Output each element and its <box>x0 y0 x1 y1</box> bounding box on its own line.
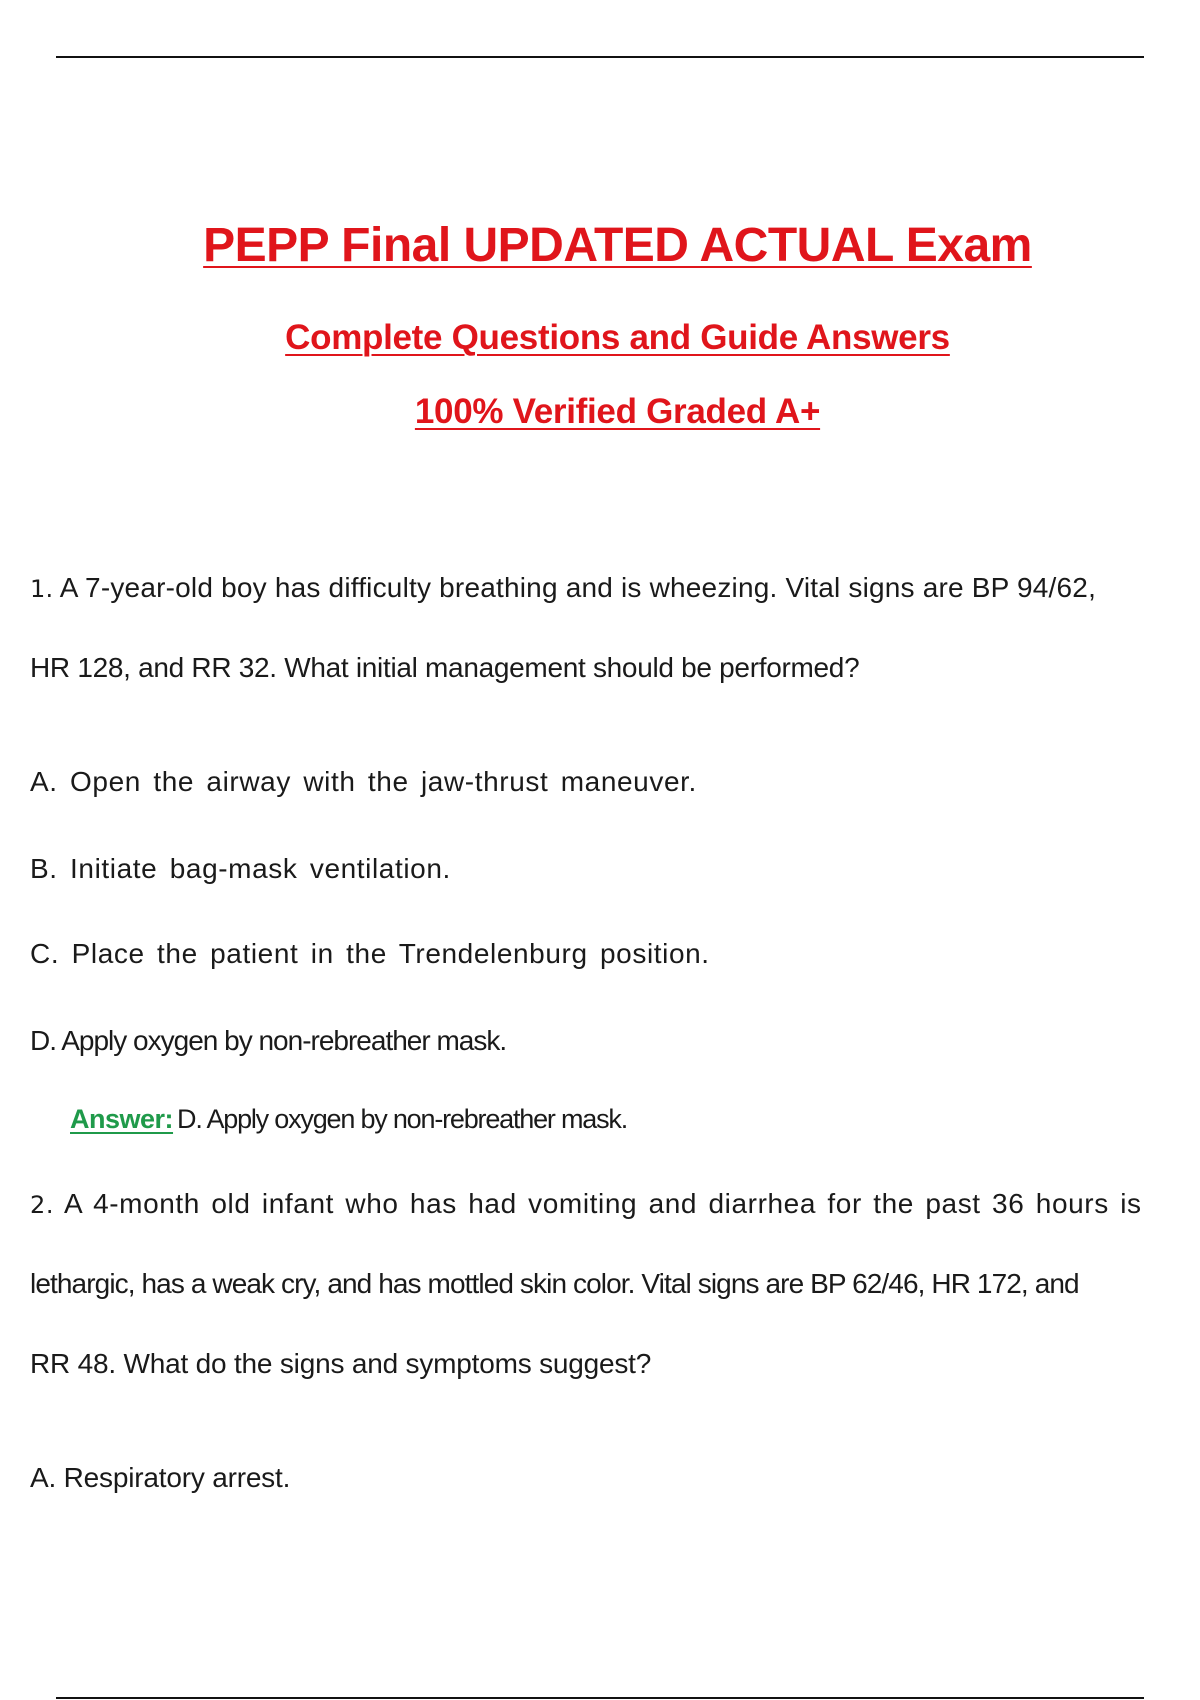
option-text: Initiate bag-mask ventilation. <box>70 853 451 884</box>
option-text: Respiratory arrest. <box>63 1462 291 1493</box>
question-2-text-1: A 4-month old infant who has had vomiting and diarrhea for the past 36 hours is <box>63 1188 1142 1219</box>
bottom-rule <box>56 1697 1144 1699</box>
question-1-answer <box>70 1104 627 1135</box>
question-2-line-1 <box>30 1188 1142 1220</box>
answer-label: Answer: <box>70 1104 174 1134</box>
question-2-line-2: lethargic, has a weak cry, and has mottled skin color. Vital signs are BP 62/46, HR 172, and <box>30 1268 1079 1299</box>
option-letter: C. <box>30 938 60 969</box>
top-rule <box>56 56 1144 58</box>
document-subtitle: Complete Questions and Guide Answers <box>285 318 950 357</box>
option-text: Place the patient in the Trendelenburg position. <box>71 938 710 969</box>
option-text: Open the airway with the jaw-thrust maneuver. <box>70 766 697 797</box>
option-letter: A. <box>30 1462 57 1493</box>
question-2-line-3: RR 48. What do the signs and symptoms suggest? <box>30 1348 652 1379</box>
question-1-line-2: HR 128, and RR 32. What initial management should be performed? <box>30 652 860 683</box>
grade-subtitle: 100% Verified Graded A+ <box>414 392 821 431</box>
question-1-option-c <box>30 938 710 970</box>
question-1-number: 1. <box>30 575 54 603</box>
option-text: Apply oxygen by non-rebreather mask. <box>61 1025 507 1056</box>
question-1-text-1: A 7-year-old boy has difficulty breathing and is wheezing. Vital signs are BP 94/62, <box>59 572 1097 603</box>
option-letter: D. <box>30 1025 56 1056</box>
question-2-option-a <box>30 1462 290 1494</box>
question-2-number: 2. <box>30 1191 55 1219</box>
option-letter: B. <box>30 853 58 884</box>
question-1-option-b <box>30 853 451 885</box>
question-1-option-a <box>30 766 697 798</box>
document-title: PEPP Final UPDATED ACTUAL Exam <box>203 219 1032 272</box>
answer-text: D. Apply oxygen by non-rebreather mask. <box>177 1104 627 1134</box>
question-1-line-1 <box>30 572 1096 604</box>
question-1-option-d <box>30 1025 506 1057</box>
option-letter: A. <box>30 766 58 797</box>
